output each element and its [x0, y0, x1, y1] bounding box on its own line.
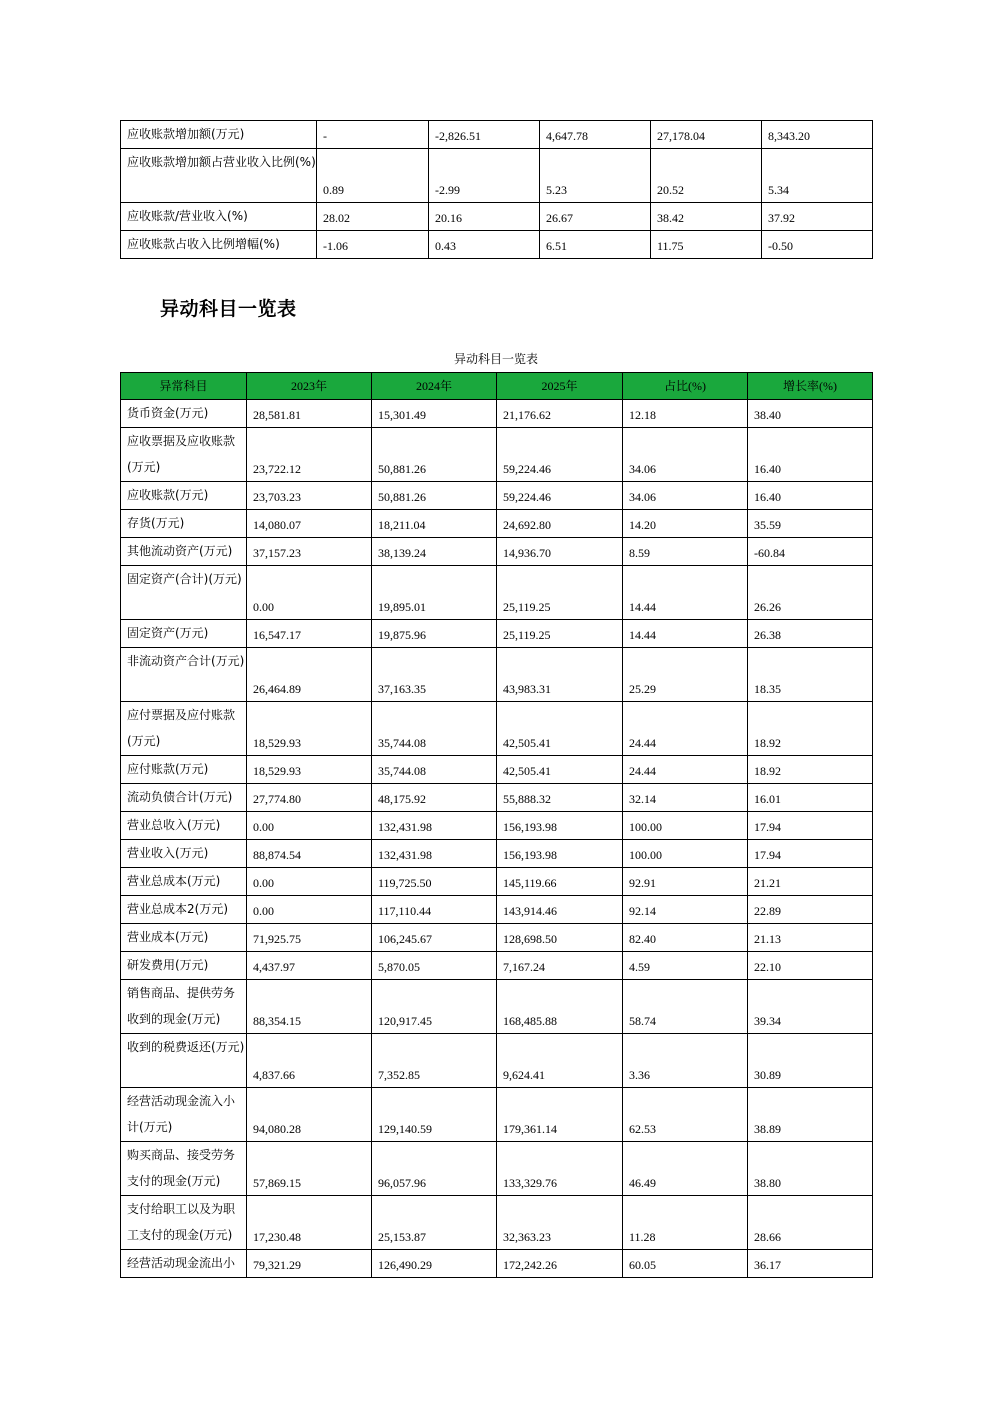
row-value: 32,363.23: [497, 1196, 623, 1250]
row-value: 4,437.97: [247, 952, 372, 980]
row-value: 18.92: [748, 702, 873, 756]
table-row: [121, 952, 873, 980]
row-value: 24,692.80: [497, 510, 623, 538]
row-value: 48,175.92: [372, 784, 497, 812]
header-2025: 2025年: [497, 373, 623, 400]
row-value: 179,361.14: [497, 1088, 623, 1142]
row-value: 6.51: [540, 231, 651, 259]
header-item: 异常科目: [121, 373, 247, 400]
row-value: 132,431.98: [372, 840, 497, 868]
row-value: 4,837.66: [247, 1034, 372, 1088]
row-value: 71,925.75: [247, 924, 372, 952]
row-value: 128,698.50: [497, 924, 623, 952]
row-value: 24.44: [623, 702, 748, 756]
row-label: 应收账款/营业收入(%): [121, 203, 317, 231]
table-row: [121, 1088, 873, 1142]
table-row: [121, 1196, 873, 1250]
row-label: 应付票据及应付账款(万元): [121, 702, 247, 756]
table-row: [121, 812, 873, 840]
row-value: 16.40: [748, 428, 873, 482]
row-label: 营业收入(万元): [121, 840, 247, 868]
table-row: [121, 149, 873, 203]
row-value: 17.94: [748, 812, 873, 840]
row-value: 120,917.45: [372, 980, 497, 1034]
row-value: 9,624.41: [497, 1034, 623, 1088]
row-value: 20.52: [651, 149, 762, 203]
row-label: 其他流动资产(万元): [121, 538, 247, 566]
receivables-table-body: [121, 121, 873, 259]
table-row: [121, 868, 873, 896]
row-value: -0.50: [762, 231, 873, 259]
row-label: 存货(万元): [121, 510, 247, 538]
row-value: 59,224.46: [497, 428, 623, 482]
anomaly-items-table: [120, 372, 873, 1278]
row-value: 82.40: [623, 924, 748, 952]
row-label: 流动负债合计(万元): [121, 784, 247, 812]
row-label: 销售商品、提供劳务收到的现金(万元): [121, 980, 247, 1034]
row-value: 26.26: [748, 566, 873, 620]
table-row: [121, 1142, 873, 1196]
row-label: 固定资产(合计)(万元): [121, 566, 247, 620]
row-value: 46.49: [623, 1142, 748, 1196]
table-row: [121, 1034, 873, 1088]
row-label: 经营活动现金流出小: [121, 1250, 247, 1278]
header-2024: 2024年: [372, 373, 497, 400]
table-row: [121, 566, 873, 620]
row-value: 17.94: [748, 840, 873, 868]
row-value: 145,119.66: [497, 868, 623, 896]
row-value: 35,744.08: [372, 756, 497, 784]
row-value: 35.59: [748, 510, 873, 538]
row-label: 营业总收入(万元): [121, 812, 247, 840]
table-row: [121, 924, 873, 952]
row-label: 应收账款增加额(万元): [121, 121, 317, 149]
row-value: 14.44: [623, 620, 748, 648]
row-value: 25.29: [623, 648, 748, 702]
row-value: 23,703.23: [247, 482, 372, 510]
row-value: 172,242.26: [497, 1250, 623, 1278]
row-value: 168,485.88: [497, 980, 623, 1034]
row-value: 4,647.78: [540, 121, 651, 149]
row-value: 27,178.04: [651, 121, 762, 149]
row-label: 营业总成本2(万元): [121, 896, 247, 924]
row-value: 15,301.49: [372, 400, 497, 428]
row-value: 39.34: [748, 980, 873, 1034]
table-row: [121, 784, 873, 812]
row-label: 应收账款占收入比例增幅(%): [121, 231, 317, 259]
row-label: 支付给职工以及为职工支付的现金(万元): [121, 1196, 247, 1250]
row-value: 34.06: [623, 428, 748, 482]
row-value: 156,193.98: [497, 812, 623, 840]
row-value: 19,875.96: [372, 620, 497, 648]
row-value: 32.14: [623, 784, 748, 812]
row-value: 36.17: [748, 1250, 873, 1278]
table-row: [121, 121, 873, 149]
table-row: [121, 203, 873, 231]
row-value: 16,547.17: [247, 620, 372, 648]
table-row: [121, 510, 873, 538]
row-value: 92.14: [623, 896, 748, 924]
row-value: 79,321.29: [247, 1250, 372, 1278]
row-value: 14,080.07: [247, 510, 372, 538]
row-value: 132,431.98: [372, 812, 497, 840]
table-row: [121, 538, 873, 566]
row-value: 58.74: [623, 980, 748, 1034]
row-value: 17,230.48: [247, 1196, 372, 1250]
table-row: [121, 896, 873, 924]
row-value: 34.06: [623, 482, 748, 510]
row-value: 37.92: [762, 203, 873, 231]
row-value: 37,163.35: [372, 648, 497, 702]
row-value: 119,725.50: [372, 868, 497, 896]
row-label: 应付账款(万元): [121, 756, 247, 784]
row-value: 16.01: [748, 784, 873, 812]
row-value: 5,870.05: [372, 952, 497, 980]
row-value: -2,826.51: [429, 121, 540, 149]
row-value: 88,874.54: [247, 840, 372, 868]
row-value: 7,352.85: [372, 1034, 497, 1088]
row-value: 88,354.15: [247, 980, 372, 1034]
row-value: 25,119.25: [497, 620, 623, 648]
row-label: 非流动资产合计(万元): [121, 648, 247, 702]
row-value: 117,110.44: [372, 896, 497, 924]
row-value: 18.92: [748, 756, 873, 784]
table-row: [121, 840, 873, 868]
table-row: [121, 756, 873, 784]
table-row: [121, 482, 873, 510]
table-row: [121, 1250, 873, 1278]
row-value: 12.18: [623, 400, 748, 428]
row-value: 0.89: [317, 149, 429, 203]
header-2023: 2023年: [247, 373, 372, 400]
row-value: 100.00: [623, 840, 748, 868]
row-value: 20.16: [429, 203, 540, 231]
row-value: 57,869.15: [247, 1142, 372, 1196]
row-value: 38.80: [748, 1142, 873, 1196]
row-value: 3.36: [623, 1034, 748, 1088]
row-label: 应收票据及应收账款(万元): [121, 428, 247, 482]
row-value: 21.13: [748, 924, 873, 952]
row-value: -2.99: [429, 149, 540, 203]
row-value: 129,140.59: [372, 1088, 497, 1142]
row-value: 38.42: [651, 203, 762, 231]
row-value: 133,329.76: [497, 1142, 623, 1196]
row-value: 21.21: [748, 868, 873, 896]
row-value: 0.00: [247, 812, 372, 840]
header-row: [121, 373, 873, 400]
row-value: 26,464.89: [247, 648, 372, 702]
row-value: 59,224.46: [497, 482, 623, 510]
row-value: 22.10: [748, 952, 873, 980]
row-value: 19,895.01: [372, 566, 497, 620]
row-value: 50,881.26: [372, 428, 497, 482]
table-row: [121, 702, 873, 756]
row-value: 143,914.46: [497, 896, 623, 924]
table-row: [121, 620, 873, 648]
row-value: 22.89: [748, 896, 873, 924]
section-title: 异动科目一览表: [160, 298, 297, 320]
row-label: 应收账款增加额占营业收入比例(%): [121, 149, 317, 203]
table-row: [121, 428, 873, 482]
row-value: 55,888.32: [497, 784, 623, 812]
row-value: 28.66: [748, 1196, 873, 1250]
row-value: 25,153.87: [372, 1196, 497, 1250]
row-value: 18,529.93: [247, 756, 372, 784]
row-value: 106,245.67: [372, 924, 497, 952]
row-label: 应收账款(万元): [121, 482, 247, 510]
row-value: 14.20: [623, 510, 748, 538]
row-value: 30.89: [748, 1034, 873, 1088]
row-value: 92.91: [623, 868, 748, 896]
row-label: 经营活动现金流入小计(万元): [121, 1088, 247, 1142]
row-value: 8.59: [623, 538, 748, 566]
row-value: 27,774.80: [247, 784, 372, 812]
row-value: 11.28: [623, 1196, 748, 1250]
row-value: 38.40: [748, 400, 873, 428]
row-value: 42,505.41: [497, 702, 623, 756]
header-share: 占比(%): [623, 373, 748, 400]
row-value: 38,139.24: [372, 538, 497, 566]
row-value: 35,744.08: [372, 702, 497, 756]
row-label: 购买商品、接受劳务支付的现金(万元): [121, 1142, 247, 1196]
row-label: 固定资产(万元): [121, 620, 247, 648]
row-value: 156,193.98: [497, 840, 623, 868]
row-value: 18,211.04: [372, 510, 497, 538]
row-value: 37,157.23: [247, 538, 372, 566]
row-value: 5.23: [540, 149, 651, 203]
row-value: 50,881.26: [372, 482, 497, 510]
row-value: 28.02: [317, 203, 429, 231]
row-value: 21,176.62: [497, 400, 623, 428]
row-value: 8,343.20: [762, 121, 873, 149]
row-value: 24.44: [623, 756, 748, 784]
row-value: 100.00: [623, 812, 748, 840]
anomaly-table-body: [121, 400, 873, 1278]
row-label: 收到的税费返还(万元): [121, 1034, 247, 1088]
row-value: 25,119.25: [497, 566, 623, 620]
row-label: 研发费用(万元): [121, 952, 247, 980]
row-value: 0.00: [247, 868, 372, 896]
row-value: 0.00: [247, 566, 372, 620]
row-value: 14,936.70: [497, 538, 623, 566]
row-value: 26.67: [540, 203, 651, 231]
row-value: 14.44: [623, 566, 748, 620]
row-value: 4.59: [623, 952, 748, 980]
row-value: 0.00: [247, 896, 372, 924]
row-value: 42,505.41: [497, 756, 623, 784]
row-value: 43,983.31: [497, 648, 623, 702]
header-growth: 增长率(%): [748, 373, 873, 400]
row-label: 货币资金(万元): [121, 400, 247, 428]
row-label: 营业总成本(万元): [121, 868, 247, 896]
table-caption: 异动科目一览表: [453, 352, 538, 366]
table-row: [121, 231, 873, 259]
receivables-table: [120, 120, 873, 259]
row-value: -: [317, 121, 429, 149]
row-value: -1.06: [317, 231, 429, 259]
table-row: [121, 648, 873, 702]
table-row: [121, 980, 873, 1034]
row-value: 96,057.96: [372, 1142, 497, 1196]
row-value: 38.89: [748, 1088, 873, 1142]
row-value: 11.75: [651, 231, 762, 259]
row-label: 营业成本(万元): [121, 924, 247, 952]
row-value: 7,167.24: [497, 952, 623, 980]
row-value: 60.05: [623, 1250, 748, 1278]
row-value: 94,080.28: [247, 1088, 372, 1142]
row-value: -60.84: [748, 538, 873, 566]
row-value: 126,490.29: [372, 1250, 497, 1278]
row-value: 0.43: [429, 231, 540, 259]
row-value: 62.53: [623, 1088, 748, 1142]
row-value: 18.35: [748, 648, 873, 702]
anomaly-table-header: [121, 373, 873, 400]
row-value: 26.38: [748, 620, 873, 648]
row-value: 5.34: [762, 149, 873, 203]
row-value: 28,581.81: [247, 400, 372, 428]
row-value: 18,529.93: [247, 702, 372, 756]
row-value: 23,722.12: [247, 428, 372, 482]
table-row: [121, 400, 873, 428]
row-value: 16.40: [748, 482, 873, 510]
